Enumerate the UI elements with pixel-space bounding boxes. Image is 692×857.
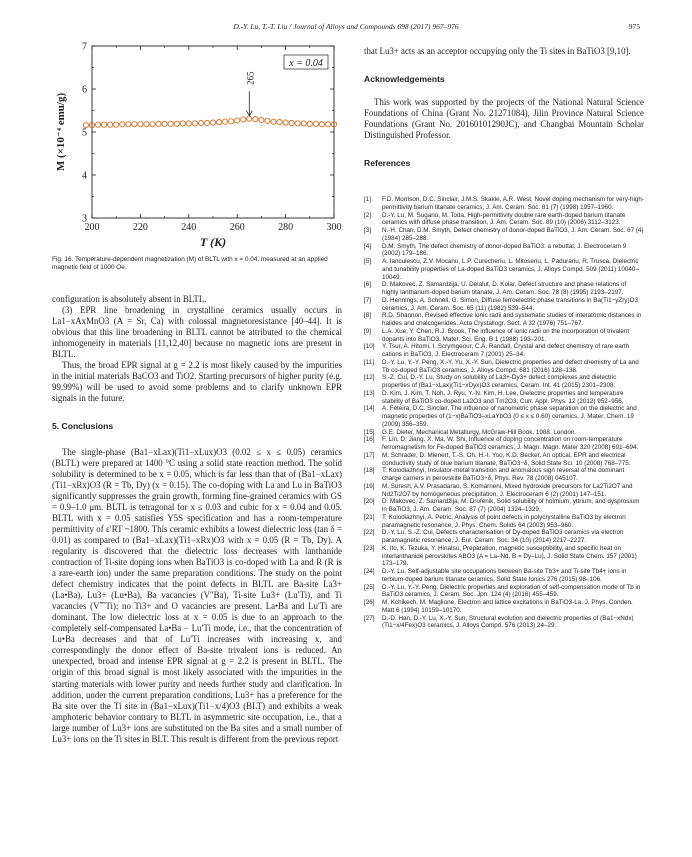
- reference-text: D.M. Smyth, The defect chemistry of donor-doped BaTiO3: a rebuttal, J. Electroceram 9 (2002) 179–186.: [382, 242, 627, 258]
- acknowledgements-text: This work was supported by the projects of the National Natural Science Foundations of China (Grant No. 21271084), Jilin Province Natural Science Foundations (Grant No. 20160101290JC), and Changbai Mountain Scholar Distinguished Professor.: [364, 97, 644, 141]
- reference-number: [11]: [364, 358, 375, 366]
- reference-number: [17]: [364, 451, 375, 459]
- reference-number: [22]: [364, 529, 375, 537]
- reference-item: [364, 343, 644, 359]
- data-point: [319, 122, 324, 127]
- y-tick-label: 6: [82, 84, 87, 96]
- reference-item: [364, 312, 644, 328]
- reference-item: [364, 429, 644, 437]
- reference-item: [364, 568, 644, 584]
- reference-item: [364, 359, 644, 375]
- reference-text: G.E. Dieter, Mechanical Metallurgy, McGraw-Hill Book, 1988. London.: [382, 428, 577, 436]
- reference-number: [9]: [364, 327, 372, 335]
- conclusions-paragraph: The single-phase (Ba1−xLax)(Ti1−xLux)O3 (0.02 ≤ x ≤ 0.05) ceramics (BLTL) were prepared at 1400 °C using a solid state reaction method. The solid solubility is determined to be x = 0.05, which is far less than that of (Ba1−xLax)(Ti1−xRx)O3 (R = Tb, Dy) (x = 0.15). The co-doping with La and Lu in BaTiO3 significantly suppresses the grain growth, forming fine-grained ceramics with GS = 0.9–1.0 μm. BLTL is tetragonal for x ≤ 0.03 and cubic for x = 0.04 and 0.05. BLTL with x = 0.05 satisfies Y5S specification and has a room-temperature permittivity of ε′RT ~1800. This ceramic exhibits a lowest dielectric loss (tan δ = 0.01) as compared to (Ba1−xLax)(Ti1−xRx)O3 with x = 0.05 (R = Tb, Dy). A regularity is discovered that the dielectric loss decreases with lanthanide contraction of Ti-site doping ions when BaTiO3 is co-doped with La and R (R is a rare-earth ion) under the same preparation conditions. The study on the point defect chemistry indicates that the point defects in BLTL are Ba-site La3+ (La•Ba), Lu3+ (Lu•Ba), Ba vacancies (V″Ba), Ti-site Lu3+ (Lu′Ti), and Ti vacancies (V⁗Ti); no Ti3+ and O vacancies are present. La•Ba and Lu′Ti are dominant. The low dielectric loss at x = 0.05 is due to an approach to the completely self-compensated La•Ba − Lu′Ti mode, i.e., that the concentration of Lu•Ba decreases and that of Lu′Ti increases with increasing x, and correspondingly the donor effect of Ba-site trivalent ions is reduced. An unexpected, broad and intense EPR signal at g = 2.2 is present in BLTL. The origin of this broad signal is most likely associated with the impurities in the starting materials with lower purity and needs further study and clarification. In addition, under the current preparation conditions, Lu3+ has a preference for the Ba site over the Ti site in (Ba1−xLux)(Ti1−x/4)O3 (BLT) and exhibits a weak amphoteric behavior contrary to BLTL in asymmetric site occupation, i.e., that a large number of Lu3+ ions are substituted on the Ba sites and a small number of Lu3+ ions on the Ti sites in BLT. This result is different from the previous report: [52, 446, 342, 744]
- reference-text: T. Kolodiazhnyi, A. Petric, Analysis of point defects in polycrystalline BaTiO3 by electron paramagnetic resonance, J. Phys. Chem. Solids 64 (2003) 953–960.: [382, 513, 626, 529]
- data-point: [150, 122, 155, 127]
- reference-text: D. Kim, J. Kim, T. Noh, J. Ryu, Y.-N. Kim, H. Lee, Dielectric properties and temperature stability of BaTiO3 co-doped La2O3 and Tm2O3, Curr. Appl. Phys. 12 (2012) 952–956.: [382, 389, 624, 405]
- reference-text: D. Hennings, A. Schnell, G. Simon, Diffuse ferroelectric phase transitions in Ba(Ti1−yZry)O3 ceramics, J. Am. Ceram. Soc. 65 (11) (1982) 539–544.: [382, 296, 639, 312]
- y-tick-label: 5: [82, 127, 87, 139]
- reference-text: M. Schrader, D. Mienert, T.-S. Oh, H.-I. Yoo, K.D. Becker, An optical, EPR and electrical conductivity study of blue barium titanate, BaTiO3−δ, Solid State Sci. 10 (2008) 768–775.: [382, 451, 631, 467]
- reference-item: [364, 483, 644, 499]
- reference-text: D.-Y. Lu, S.-Z. Cui, Defects characterisation of Dy-doped BaTiO3 ceramics via electron paramagnetic resonance, J. Eur. Ceram. Soc. 34 (10) (2014) 2217–2227.: [382, 529, 624, 544]
- x-tick-label: 200: [84, 222, 100, 233]
- right-paragraph-1: that Lu3+ acts as an acceptor occupying only the Ti sites in BaTiO3 [9,10].: [364, 46, 631, 56]
- reference-number: [7]: [364, 296, 372, 304]
- reference-item: [364, 405, 644, 428]
- right-column: [364, 46, 644, 169]
- reference-number: [23]: [364, 544, 375, 552]
- references-list: [364, 196, 644, 630]
- reference-number: [6]: [364, 281, 372, 289]
- data-point: [210, 120, 215, 125]
- legend-label: x = 0.04: [289, 58, 323, 69]
- x-tick-label: 220: [132, 222, 148, 233]
- reference-item: [364, 390, 644, 406]
- y-tick-label: 3: [82, 213, 87, 225]
- reference-item: [364, 281, 644, 297]
- references-heading: References: [364, 158, 411, 169]
- reference-item: [364, 615, 644, 631]
- data-point: [192, 121, 197, 126]
- reference-text: L.A. Xue, Y. Chen, R.J. Brook, The influence of ionic radii on the incorporation of trivalent dopants into BaTiO3, Mater. Sci. Eng. B 1 (1988) 193–201.: [382, 327, 630, 343]
- reference-text: D.-Y. Lu, Self-adjustable site occupations between Ba-site Tb3+ and Ti-site Tb4+ ions in terbium-doped barium titanate ceramics, Solid State Ionics 276 (2015) 98–106.: [382, 568, 627, 583]
- reference-item: [364, 374, 644, 390]
- data-point: [174, 121, 179, 126]
- data-point: [120, 122, 125, 127]
- data-point: [216, 120, 221, 125]
- conclusions-heading: 5. Conclusions: [52, 421, 114, 432]
- reference-number: [16]: [364, 436, 375, 444]
- reference-item: [364, 514, 644, 530]
- data-point: [253, 117, 258, 122]
- reference-text: D.-Y. Lu, Y.-Y. Peng, Dielectric properties and exploration of self-compensation mode of Tb in BaTiO3 ceramics, J. Ceram. Soc. Jpn. 124 (4) (2016) 455–459.: [382, 583, 641, 599]
- data-point: [235, 118, 240, 123]
- reference-number: [2]: [364, 211, 372, 219]
- reference-number: [18]: [364, 467, 375, 475]
- left-paragraph-2: (3) EPR line broadening in crystalline ceramics usually occurs in La1−xAxMnO3 (A = Sr, Ca) with colossal magnetoresistance [40–44]. It is obvious that this line broadening in BLTL cannot be attributed to the chemical inhomogeneity in materials [11,12,40] because no magnetic ions are present in BLTL.: [52, 305, 342, 360]
- reference-text: D.-D. Han, D.-Y. Lu, X.-Y. Sun, Structural evolution and dielectric properties of (Ba1−xNdx)(Ti1−x/4Fex)O3 ceramics, J. Alloys Compd. 576 (2013) 24–29.: [382, 614, 634, 630]
- y-tick-label: 7: [82, 41, 87, 53]
- data-point: [204, 120, 209, 125]
- data-point: [132, 122, 137, 127]
- y-tick-label: 4: [82, 170, 87, 182]
- x-tick-label: 280: [278, 222, 294, 233]
- magnetization-chart: [52, 38, 342, 252]
- data-point: [289, 120, 294, 125]
- reference-item: [364, 258, 644, 281]
- annotation-label: 265: [245, 71, 256, 85]
- running-title: D.-Y. Lu, T.-T. Liu / Journal of Alloys and Compounds 698 (2017) 967–976: [233, 22, 459, 31]
- data-point: [283, 120, 288, 125]
- reference-text: D. Makovec, Z. Samardžija, M. Drofenik, Solid solubility of holmium, yttrium, and dysprosium in BaTiO3, J. Am. Ceram. Soc. 87 (7) (2004) 1324–1329.: [382, 498, 640, 513]
- reference-item: [364, 328, 644, 344]
- plot-frame: [92, 46, 334, 218]
- reference-number: [4]: [364, 242, 372, 250]
- reference-number: [3]: [364, 227, 372, 234]
- reference-item: [364, 452, 644, 468]
- reference-text: A. Ianculescu, Z.V. Mocanu, L.P. Curecheriu, L. Mitoseriu, L. Padurariu, R. Trusca, Dielectric and tunability properties of La-doped BaTiO3 ceramics, J. Alloys Compd. 509 (2011) 10040–10049.: [382, 258, 639, 281]
- reference-number: [12]: [364, 374, 375, 382]
- figure-caption: Fig. 16. Temperature-dependent magnetization (M) of BLTL with x = 0.04, measured at an applied magnetic field of 1000 Oe.: [52, 256, 328, 271]
- reference-item: [364, 599, 644, 615]
- reference-number: [25]: [364, 583, 375, 591]
- reference-number: [27]: [364, 614, 375, 622]
- data-point: [271, 119, 276, 124]
- reference-text: F.D. Morrison, D.C. Sinclair, J.M.S. Skakle, A.R. West, Novel doping mechanism for very-high-permittivity barium titanate ceramics, J. Am. Ceram. Soc. 81 (7) (1998) 1957–1960.: [382, 196, 644, 211]
- data-point: [138, 122, 143, 127]
- reference-number: [19]: [364, 482, 375, 490]
- data-point: [126, 122, 131, 127]
- data-point: [277, 120, 282, 125]
- reference-item: [364, 436, 644, 452]
- data-point: [259, 117, 264, 122]
- x-tick-label: 300: [326, 222, 342, 233]
- data-point: [180, 121, 185, 126]
- reference-item: [364, 196, 644, 212]
- data-point: [241, 117, 246, 122]
- reference-item: [364, 584, 644, 600]
- data-point: [313, 121, 318, 126]
- data-point: [108, 122, 113, 127]
- reference-number: [15]: [364, 428, 375, 436]
- data-point: [144, 122, 149, 127]
- reference-number: [1]: [364, 196, 372, 203]
- left-paragraph-1: configuration is absolutely absent in BLTL.: [52, 294, 207, 304]
- reference-number: [8]: [364, 312, 372, 320]
- reference-number: [24]: [364, 568, 375, 575]
- data-point: [102, 122, 107, 127]
- data-point: [295, 121, 300, 126]
- page-number: 975: [628, 22, 640, 31]
- data-point: [162, 121, 167, 126]
- reference-item: [364, 212, 644, 228]
- reference-text: T. Kolodiazhnyi, Insulator-metal transition and anomalous sign reversal of the dominant charge carriers in perovskite BaTiO3−δ, Phys. Rev. 78 (2008) 045107.: [382, 467, 625, 482]
- data-point: [198, 120, 203, 125]
- reference-text: K. Ito, K. Tezuka, Y. Hinatsu, Preparation, magnetic susceptibility, and specific heat on interlanthanide perovskites ABO3 (A = La–Nd, B = Dy–Lu), J. Solid State Chem. 157 (2001) 173–179.: [382, 544, 637, 568]
- data-point: [325, 122, 330, 127]
- reference-text: D. Makovec, Z. Samardzija, U. Delalut, D. Kolar, Defect structure and phase relations of highly lanthanum-doped barium titanate, J. Am. Ceram. Soc. 78 (8) (1995) 2193–2197.: [382, 281, 627, 296]
- reference-number: [14]: [364, 405, 375, 413]
- reference-item: [364, 545, 644, 568]
- reference-text: S.-Z. Cui, D.-Y. Lu, Study on solubility of La3+-Dy3+ defect complexes and dielectric properties of (Ba1−xLax)(Ti1−xDyx)O3 ceramics, Ceram. Int. 41 (2015) 2301–2308.: [382, 374, 617, 389]
- data-point: [223, 119, 228, 124]
- reference-number: [5]: [364, 258, 372, 265]
- reference-text: R.D. Shannon, Revised effective ionic radii and systematic studies of interatomic distances in halides and chalcogenides, Acta Crystallogr. Sect. A 32 (1976) 751–767.: [382, 312, 642, 327]
- reference-text: Y. Tsur, A. Hitomi, I. Scrymgeour, C.A. Randall, Crystal and defect chemistry of rare earth cations in BaTiO3, J. Electroceram 7 (2001) 25–34.: [382, 343, 630, 358]
- acknowledgements-heading: Acknowledgements: [364, 74, 445, 85]
- data-point: [168, 121, 173, 126]
- reference-item: [364, 467, 644, 483]
- reference-number: [26]: [364, 599, 375, 606]
- data-point: [247, 116, 252, 121]
- reference-text: D.-Y. Lu, Y.-Y. Peng, X.-Y. Yu, X.-Y. Sun, Dielectric properties and defect chemistry of La and Tb co-doped BaTiO3 ceramics, J. Alloys Compd. 681 (2016) 128–138.: [382, 358, 639, 374]
- data-point: [156, 121, 161, 126]
- x-axis-label: T (K): [199, 235, 227, 249]
- data-point: [301, 121, 306, 126]
- data-point: [229, 119, 234, 124]
- reference-text: D.-Y. Lu, M. Sugano, M. Toda, High-permittivity double rare earth-doped barium titanate ceramics with diffuse phase transition, J. Am. Ceram. Soc. 89 (10) (2006) 3112–3123.: [382, 211, 626, 227]
- reference-item: [364, 227, 644, 243]
- y-axis-label: M (×10⁻⁴ emu/g): [55, 92, 67, 172]
- reference-number: [13]: [364, 389, 375, 397]
- left-column: [52, 294, 342, 745]
- reference-text: F. Lin, D. Jiang, X. Ma, W. Shi, Influence of doping concentration on room-temperature ferromagnetism for Fe-doped BaTiO3 ceramics, J. Magn. Magn. Mater 320 (2008) 691–694.: [382, 436, 639, 451]
- reference-item: [364, 498, 644, 514]
- data-point: [307, 121, 312, 126]
- left-paragraph-3: Thus, the broad EPR signal at g = 2.2 is most likely caused by the impurities in the initial materials BaCO3 and TiO2. Starting precursors of higher purity (e.g. 99.99%) will be used to avoid some problems and to clarify unknown EPR signals in the future.: [52, 360, 342, 404]
- reference-text: M. Kchikech, M. Maglione, Electron and lattice excitations in BaTiO3-La, J. Phys. Conden. Matt 6 (1994) 10159–10170.: [382, 599, 633, 614]
- reference-text: M. Suresh, A.V. Prasadarao, S. Komarneni, Mixed hydroxide precursors for La2Ti2O7 and Nd2Ti2O7 by homogeneous precipitation, J. Electroceram 6 (2) (2001) 147–151.: [382, 482, 633, 498]
- reference-text: N.-H. Chan, D.M. Smyth, Defect chemistry of donor-doped BaTiO3, J. Am. Ceram. Soc. 67 (4) (1984) 285–288.: [382, 227, 644, 242]
- x-tick-label: 240: [181, 222, 197, 233]
- reference-number: [10]: [364, 343, 375, 351]
- data-point: [95, 122, 100, 127]
- data-point: [114, 122, 119, 127]
- reference-item: [364, 243, 644, 259]
- data-point: [186, 121, 191, 126]
- reference-item: [364, 297, 644, 313]
- x-tick-label: 260: [229, 222, 245, 233]
- reference-number: [21]: [364, 513, 375, 521]
- reference-item: [364, 529, 644, 545]
- plot-area: [55, 42, 342, 250]
- reference-text: A. Feteira, D.C. Sinclair, The influence of nanometric phase separation on the dielectric and magnetic properties of (1−x)BaTiO3–xLaYbO3 (0 ≤ x ≤ 0.60) ceramics, J. Mater. Chem. 19 (2009) 356–359.: [382, 405, 637, 428]
- data-point: [265, 118, 270, 123]
- reference-number: [20]: [364, 498, 375, 506]
